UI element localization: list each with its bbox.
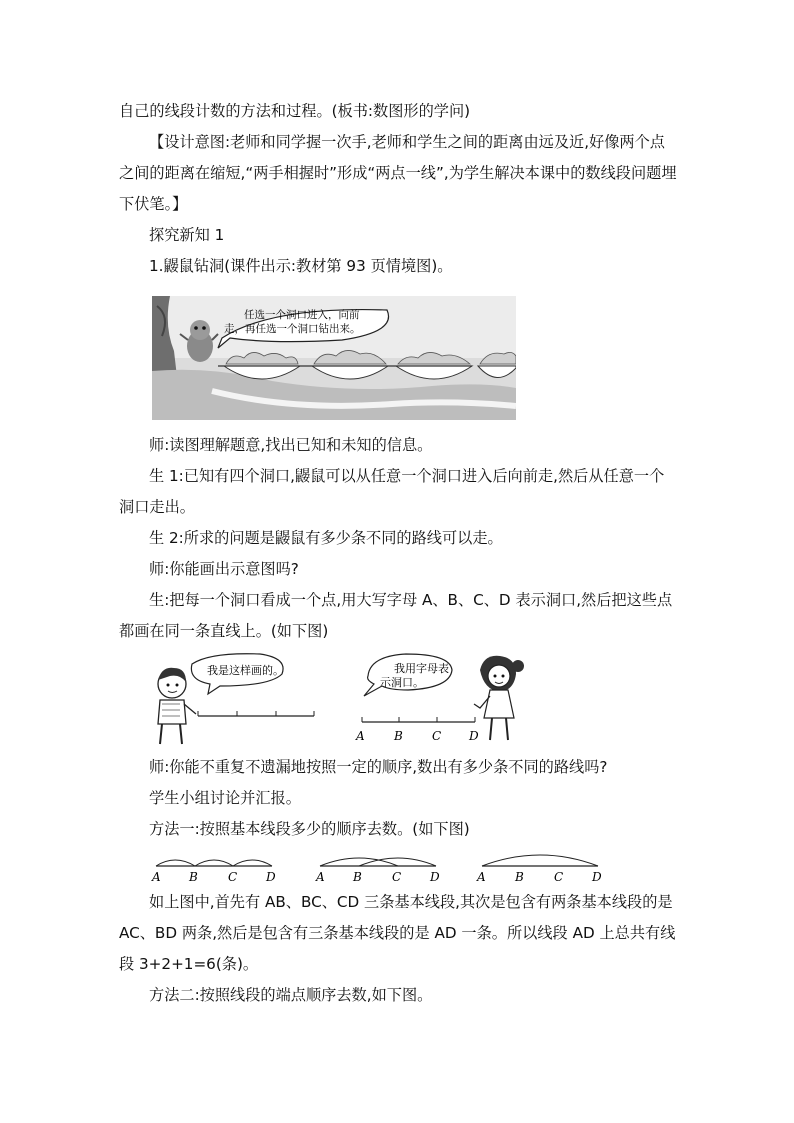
section-heading: 探究新知 1 (149, 226, 225, 244)
seg2-label-b: B (353, 870, 362, 884)
seg3-label-a: A (477, 870, 486, 884)
seg3-label-b: B (515, 870, 524, 884)
segment-diagram-triple (476, 855, 602, 884)
seg2-label-d: D (430, 870, 440, 884)
paragraph-student1: 生 1:已知有四个洞口,鼹鼠可以从任意一个洞口进入后向前走,然后从任意一个洞口走出。 (119, 467, 665, 516)
paragraph-teacher-count: 师:你能不重复不遗漏地按照一定的顺序,数出有多少条不同的路线吗? (149, 758, 608, 776)
seg3-label-c: C (554, 870, 564, 884)
paragraph-teacher-draw: 师:你能画出示意图吗? (149, 560, 299, 578)
seg1-label-a: A (152, 870, 161, 884)
paragraph-student-answer: 生:把每一个洞口看成一个点,用大写字母 A、B、C、D 表示洞口,然后把这些点都画在同一条直线上。(如下图) (119, 591, 673, 640)
paragraph-method2: 方法二:按照线段的端点顺序去数,如下图。 (149, 986, 433, 1004)
girl-label-b: B (394, 729, 403, 743)
girl-label-d: D (469, 729, 479, 743)
mole-illustration (152, 296, 516, 420)
girl-bubble-line2: 示洞口。 (380, 676, 424, 689)
paragraph-teacher-read: 师:读图理解题意,找出已知和未知的信息。 (149, 436, 433, 454)
mole-bubble-line2: 走，再任选一个洞口钻出来。 (224, 323, 361, 335)
mole-bubble-line1: 任选一个洞口进入，向前 (244, 309, 360, 321)
seg2-label-a: A (316, 870, 325, 884)
segment-diagram-double (315, 858, 440, 884)
paragraph-student2: 生 2:所求的问题是鼹鼠有多少条不同的路线可以走。 (149, 529, 503, 547)
seg1-label-c: C (228, 870, 238, 884)
boy-line-drawing (198, 711, 314, 716)
girl-bubble-line1: 我用字母表 (394, 662, 449, 675)
kids-illustration (150, 652, 530, 750)
paragraph-method1: 方法一:按照基本线段多少的顺序去数。(如下图) (149, 820, 470, 838)
girl-line-drawing (355, 717, 479, 743)
boy-figure (158, 668, 196, 744)
seg2-label-c: C (392, 870, 402, 884)
girl-figure (474, 656, 524, 740)
segment-diagram-basic (151, 860, 276, 884)
seg1-label-b: B (189, 870, 198, 884)
paragraph-group-discuss: 学生小组讨论并汇报。 (149, 789, 301, 807)
seg1-label-d: D (266, 870, 276, 884)
girl-label-a: A (356, 729, 365, 743)
paragraph-mole-task: 1.鼹鼠钻洞(课件出示:教材第 93 页情境图)。 (149, 257, 453, 275)
boy-bubble-text: 我是这样画的。 (207, 664, 284, 677)
segment-diagrams (150, 850, 610, 884)
seg3-label-d: D (592, 870, 602, 884)
paragraph-board-note: 自己的线段计数的方法和过程。(板书:数图形的学问) (119, 102, 471, 120)
paragraph-method1-explain: 如上图中,首先有 AB、BC、CD 三条基本线段,其次是包含有两条基本线段的是 AC、BD 两条,然后是包含有三条基本线段的是 AD 一条。所以线段 AD 上总共有线段 3+2+1=6(条)。 (119, 893, 676, 973)
paragraph-design-intent: 【设计意图:老师和同学握一次手,老师和学生之间的距离由远及近,好像两个点之间的距离在缩短,“两手相握时”形成“两点一线”,为学生解决本课中的数线段问题埋下伏笔。】 (119, 133, 677, 213)
girl-label-c: C (432, 729, 442, 743)
